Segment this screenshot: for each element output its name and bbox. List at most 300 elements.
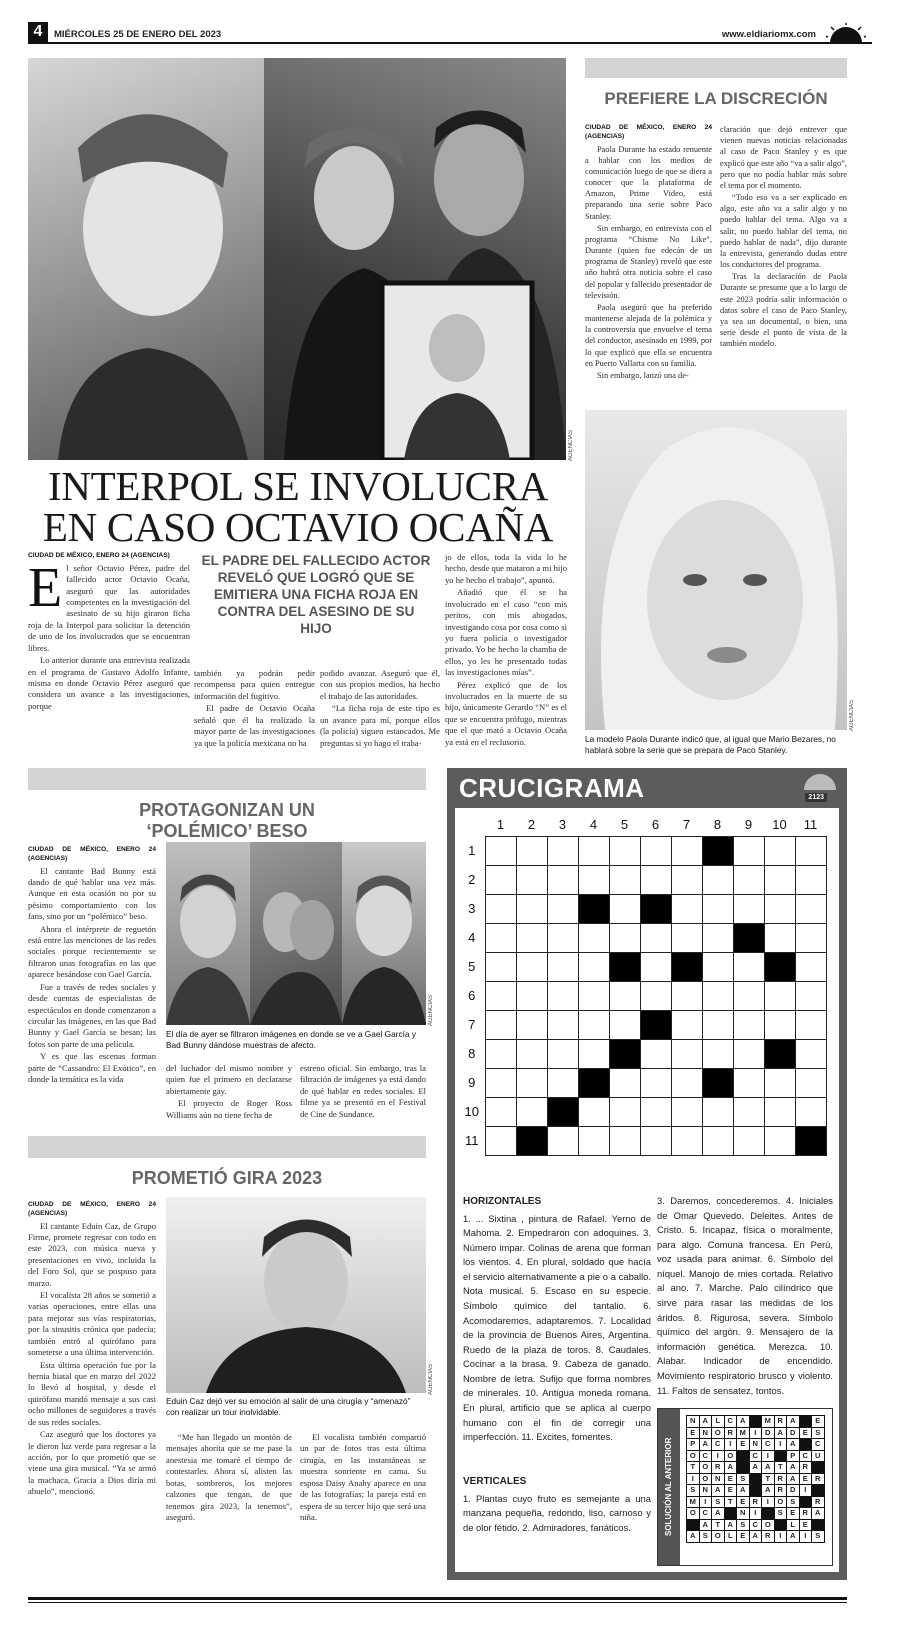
crossword-grid[interactable] bbox=[459, 814, 827, 1156]
grid-column-number: 11 bbox=[803, 817, 818, 833]
grid-black-cell bbox=[578, 1068, 609, 1097]
discrecion-col-left bbox=[585, 124, 712, 382]
solution-letter: S bbox=[687, 1485, 700, 1497]
horizontales-text: 1. ... Sixtina , pintura de Rafael. Yerno de Mahoma. 2. Empedraron con adoquines. 3. Número impar. Colinas de arena que forman los vientos. 4. En plural, soldado que hacía el servicio alternativamente a pie o a caballo. Nota musical. 5. Escaso en su especie. Símbolo químico del tantalio. 6. Acomodaremos, adaptaremos. 7. Localidad de la provincia de Buenos Aires, Argentina. Ruedo de la plaza de toros. 8. Caudales. Cocinar a la brasa. 9. Cabeza de ganado. Nombre de letra. Sufijo que forma nombres de minerales. 10. Antigua moneda romana. En plural, artificio que se aplica al cuerpo humano con el fin de corregir una imperfección. 11. Excites, fomentes. bbox=[463, 1212, 651, 1443]
grid-cell[interactable] bbox=[702, 952, 733, 981]
grid-cell[interactable] bbox=[516, 1097, 547, 1126]
grid-cell[interactable] bbox=[516, 1010, 547, 1039]
grid-cell[interactable] bbox=[795, 1039, 826, 1068]
solution-letter: A bbox=[749, 1462, 762, 1474]
gira-photo-credit: AGENCIAS bbox=[428, 1364, 434, 1396]
gael-garcia-photo bbox=[342, 842, 426, 1025]
grid-cell[interactable] bbox=[702, 1126, 733, 1155]
solution-letter: E bbox=[737, 1496, 750, 1508]
solution-black-cell bbox=[799, 1496, 812, 1508]
verticales-title: VERTICALES bbox=[463, 1476, 527, 1487]
solution-letter: C bbox=[699, 1508, 712, 1520]
grid-cell[interactable] bbox=[764, 1010, 795, 1039]
grid-cell[interactable] bbox=[764, 1126, 795, 1155]
grid-column-number: 6 bbox=[651, 817, 660, 833]
solution-letter: N bbox=[687, 1416, 700, 1428]
grid-cell[interactable] bbox=[640, 836, 671, 865]
gira-col1-p2: El vocalista 28 años se sometió a varias operaciones, entre ellas una para mejorar sus vías respiratorias, por la sinusitis crónica que padecía; también entró al quirófano para someterse a una última intervención. bbox=[28, 1290, 156, 1358]
solution-letter: T bbox=[724, 1496, 737, 1508]
gira-col1-p3: Esta última operación fue por la hernia hiatal que en marzo del 2022 lo llevó al hospital, y desde el quirófano mandó mensaje a sus casi ocho millones de seguidores a través de sus redes sociales. bbox=[28, 1359, 156, 1427]
grid-cell[interactable] bbox=[733, 1097, 764, 1126]
solution-letter: C bbox=[749, 1450, 762, 1462]
grid-cell[interactable] bbox=[671, 865, 702, 894]
solution-letter: T bbox=[687, 1462, 700, 1474]
grid-cell[interactable] bbox=[795, 894, 826, 923]
solution-letter: I bbox=[699, 1496, 712, 1508]
grid-cell[interactable] bbox=[485, 836, 516, 865]
solution-letter: I bbox=[799, 1531, 812, 1543]
main-article-col4 bbox=[445, 552, 567, 749]
grid-cell[interactable] bbox=[609, 894, 640, 923]
beso-caption: El día de ayer se filtraron imágenes en donde se ve a Gael García y Bad Bunny dándose muestras de afecto. bbox=[166, 1029, 416, 1050]
grid-cell[interactable] bbox=[609, 1010, 640, 1039]
grid-cell[interactable] bbox=[485, 1010, 516, 1039]
grid-cell[interactable] bbox=[671, 1010, 702, 1039]
solution-letter: O bbox=[712, 1427, 725, 1439]
solution-letter: R bbox=[774, 1485, 787, 1497]
grid-cell[interactable] bbox=[547, 836, 578, 865]
main-col4-p1: jo de ellos, toda la vida lo he hecho, desde que mataron a mi hijo yo he hecho el trabajo”, apuntó. bbox=[445, 552, 567, 585]
verticales-continued-text: 3. Daremos, concederemos. 4. Iniciales de Omar Quevedo. Deleites. Antes de Cristo. 5. Incapaz, física o moralmente, para algo. Comuna francesa. En Perú, voz usada para animar. 6. Símbolo del níquel. Manojo de mies cortada. Relativo al ano. 7. Marche. Palo cilíndrico que sirve para rasar las medidas de los áridos. 8. Rigurosa, severa. Símbolo químico del argón. 9. Mensajero de la información genética. Merezca. 10. Alabar. Indicador de encendido. Movimiento respiratorio brusco y violento. 11. Faltos de sensatez, tontos. bbox=[657, 1195, 833, 1396]
grid-cell[interactable] bbox=[578, 836, 609, 865]
gira-col1 bbox=[28, 1201, 156, 1499]
grid-cell[interactable] bbox=[547, 1126, 578, 1155]
grid-cell[interactable] bbox=[485, 1097, 516, 1126]
solution-black-cell bbox=[799, 1439, 812, 1451]
grid-column-number: 4 bbox=[589, 817, 598, 833]
solution-black-cell bbox=[749, 1485, 762, 1497]
solution-letter: A bbox=[787, 1439, 800, 1451]
grid-cell[interactable] bbox=[578, 1010, 609, 1039]
solution-black-cell bbox=[737, 1450, 750, 1462]
footer-rule bbox=[28, 1597, 847, 1600]
grid-cell[interactable] bbox=[795, 836, 826, 865]
grid-cell[interactable] bbox=[485, 1126, 516, 1155]
solution-black-cell bbox=[774, 1450, 787, 1462]
main-dateline: CIUDAD DE MÉXICO, ENERO 24 (AGENCIAS) bbox=[28, 552, 170, 559]
solution-letter: O bbox=[699, 1473, 712, 1485]
grid-black-cell bbox=[578, 894, 609, 923]
solution-letter: A bbox=[724, 1519, 737, 1531]
grid-row-number: 9 bbox=[468, 1075, 476, 1090]
grid-column-number: 2 bbox=[527, 817, 536, 833]
grid-cell[interactable] bbox=[764, 894, 795, 923]
grid-cell[interactable] bbox=[671, 1126, 702, 1155]
grid-black-cell bbox=[640, 894, 671, 923]
gira-dateline: CIUDAD DE MÉXICO, ENERO 24 (AGENCIAS) bbox=[28, 1201, 156, 1217]
grid-cell[interactable] bbox=[640, 1068, 671, 1097]
grid-cell[interactable] bbox=[516, 981, 547, 1010]
grid-cell[interactable] bbox=[733, 865, 764, 894]
main-headline bbox=[28, 463, 568, 550]
solution-letter: E bbox=[812, 1416, 825, 1428]
grid-cell[interactable] bbox=[702, 923, 733, 952]
solution-black-cell bbox=[737, 1462, 750, 1474]
grid-cell[interactable] bbox=[733, 1010, 764, 1039]
grid-cell[interactable] bbox=[795, 1010, 826, 1039]
grid-cell[interactable] bbox=[764, 1097, 795, 1126]
crucigrama-box bbox=[447, 768, 847, 1580]
verticales-continued bbox=[657, 1194, 833, 1398]
beso-header-bar bbox=[28, 768, 426, 790]
beso-col2-p1: del luchador del mismo nombre y quien fue el primero en declararse abiertamente gay. bbox=[166, 1063, 292, 1096]
footer-rule-thin bbox=[28, 1602, 847, 1603]
solution-letter: A bbox=[737, 1416, 750, 1428]
discrecion-headline: PREFIERE LA DISCRECIÓN bbox=[604, 89, 828, 108]
grid-cell[interactable] bbox=[578, 981, 609, 1010]
grid-cell[interactable] bbox=[640, 923, 671, 952]
grid-cell[interactable] bbox=[640, 952, 671, 981]
grid-cell[interactable] bbox=[671, 1068, 702, 1097]
grid-cell[interactable] bbox=[516, 836, 547, 865]
grid-cell[interactable] bbox=[702, 865, 733, 894]
grid-cell[interactable] bbox=[671, 1097, 702, 1126]
grid-cell[interactable] bbox=[733, 1126, 764, 1155]
grid-cell[interactable] bbox=[733, 981, 764, 1010]
grid-cell[interactable] bbox=[516, 952, 547, 981]
grid-cell[interactable] bbox=[578, 952, 609, 981]
solution-letter: R bbox=[774, 1473, 787, 1485]
main-col1-p1: l señor Octavio Pérez, padre del fallecido actor Octavio Ocaña, aseguró que las autoridades competentes en la investigación del asesinato de su hijo giraron ficha roja de la Interpol para solicitar la detención de uno de los involucrados que se encuentran libres. bbox=[28, 562, 190, 653]
grid-cell[interactable] bbox=[609, 981, 640, 1010]
solution-black-cell bbox=[812, 1462, 825, 1474]
solution-black-cell bbox=[812, 1519, 825, 1531]
grid-cell[interactable] bbox=[609, 1097, 640, 1126]
sun-logo-icon bbox=[826, 23, 866, 43]
solution-letter: D bbox=[787, 1427, 800, 1439]
discrecion-left-p1: Paola Durante ha estado renuente a hablar con los medios de comunicación luego de que se diera a conocer que la plataforma de Amazon, Prime Video, está preparando una serie sobre Paco Stanley. bbox=[585, 144, 712, 221]
grid-cell[interactable] bbox=[547, 1039, 578, 1068]
crucigrama-inner bbox=[455, 808, 839, 1572]
grid-cell[interactable] bbox=[547, 865, 578, 894]
solution-letter: C bbox=[712, 1439, 725, 1451]
paola-caption: La modelo Paola Durante indicó que, al igual que Mario Bezares, no hablará sobre la serie que se prepara de Paco Stanley. bbox=[585, 734, 836, 755]
grid-cell[interactable] bbox=[578, 1097, 609, 1126]
grid-cell[interactable] bbox=[671, 894, 702, 923]
grid-cell[interactable] bbox=[485, 1068, 516, 1097]
grid-cell[interactable] bbox=[485, 952, 516, 981]
solution-letter: I bbox=[762, 1450, 775, 1462]
grid-cell[interactable] bbox=[609, 923, 640, 952]
grid-cell[interactable] bbox=[733, 836, 764, 865]
discrecion-left-p4: Sin embargo, lanzó una de- bbox=[597, 370, 689, 380]
solution-letter: D bbox=[787, 1485, 800, 1497]
discrecion-header-bar bbox=[585, 58, 847, 78]
beso-col2 bbox=[166, 1063, 292, 1122]
grid-cell[interactable] bbox=[764, 865, 795, 894]
grid-cell[interactable] bbox=[795, 1068, 826, 1097]
grid-black-cell bbox=[702, 836, 733, 865]
solution-letter: E bbox=[787, 1508, 800, 1520]
grid-cell[interactable] bbox=[516, 894, 547, 923]
grid-cell[interactable] bbox=[516, 865, 547, 894]
grid-cell[interactable] bbox=[733, 1039, 764, 1068]
grid-cell[interactable] bbox=[485, 865, 516, 894]
grid-cell[interactable] bbox=[640, 1039, 671, 1068]
solution-letter: C bbox=[724, 1416, 737, 1428]
solution-letter: E bbox=[737, 1439, 750, 1451]
kiss-scene-photo bbox=[250, 842, 342, 1025]
solution-letter: M bbox=[687, 1496, 700, 1508]
grid-row-number: 4 bbox=[468, 930, 476, 945]
solution-letter: E bbox=[687, 1427, 700, 1439]
solution-letter: R bbox=[712, 1462, 725, 1474]
solution-letter: S bbox=[812, 1427, 825, 1439]
grid-cell[interactable] bbox=[795, 1097, 826, 1126]
grid-cell[interactable] bbox=[764, 1068, 795, 1097]
grid-cell[interactable] bbox=[795, 865, 826, 894]
solution-letter: A bbox=[787, 1473, 800, 1485]
grid-cell[interactable] bbox=[795, 981, 826, 1010]
solution-letter: N bbox=[712, 1473, 725, 1485]
grid-cell[interactable] bbox=[547, 1010, 578, 1039]
solution-letter: L bbox=[712, 1416, 725, 1428]
grid-cell[interactable] bbox=[485, 923, 516, 952]
solution-letter: I bbox=[687, 1473, 700, 1485]
main-col3-p1: podido avanzar. Aseguró que él, con sus propios medios, ha hecho el trabajo de las autoridades. bbox=[320, 668, 440, 701]
grid-cell[interactable] bbox=[547, 923, 578, 952]
solution-letter: S bbox=[787, 1496, 800, 1508]
grid-row-number: 7 bbox=[468, 1017, 476, 1032]
solution-letter: E bbox=[799, 1473, 812, 1485]
grid-black-cell bbox=[516, 1126, 547, 1155]
solution-label: SOLUCIÓN AL ANTERIOR bbox=[658, 1409, 680, 1565]
grid-black-cell bbox=[609, 1039, 640, 1068]
solution-letter: A bbox=[812, 1508, 825, 1520]
octavio-portrait-photo bbox=[28, 58, 264, 460]
solution-letter: A bbox=[774, 1427, 787, 1439]
solution-black-cell bbox=[812, 1485, 825, 1497]
grid-cell[interactable] bbox=[671, 1039, 702, 1068]
solution-letter: A bbox=[787, 1462, 800, 1474]
gira-col2 bbox=[166, 1432, 292, 1524]
solution-letter: C bbox=[799, 1450, 812, 1462]
solution-letter: A bbox=[787, 1531, 800, 1543]
grid-black-cell bbox=[609, 952, 640, 981]
main-col2-p1: también ya podrán pedir recompensa para quien entregue información del fugitivo. bbox=[194, 668, 315, 701]
solution-letter: E bbox=[737, 1531, 750, 1543]
grid-cell[interactable] bbox=[516, 1039, 547, 1068]
grid-row-number: 2 bbox=[468, 872, 476, 887]
gira-col1-p4: Caz aseguró que los doctores ya le dieron luz verde para regresar a la acción, por lo que prometió que se viene una gira musical. “Ya se armó la machaca, Gracia a Dios diría mi abuelo”, mencionó. bbox=[28, 1429, 156, 1497]
grid-cell[interactable] bbox=[764, 981, 795, 1010]
grid-cell[interactable] bbox=[671, 923, 702, 952]
solution-letter: E bbox=[799, 1427, 812, 1439]
grid-black-cell bbox=[733, 923, 764, 952]
solution-letter: R bbox=[799, 1462, 812, 1474]
grid-cell[interactable] bbox=[702, 1010, 733, 1039]
grid-cell[interactable] bbox=[578, 1039, 609, 1068]
main-col4-p2: Añadió que él se ha involucrado en el caso “con mis peritos, con mis abogados, investigando cosa por cosa como si yo fuera policía o investigador privado. Yo he hecho la chamba de ellos, yo les he presentado todas las investigaciones mías”. bbox=[445, 587, 567, 678]
grid-cell[interactable] bbox=[671, 981, 702, 1010]
beso-photo-credit: AGENCIAS bbox=[428, 995, 434, 1027]
solution-letter: S bbox=[812, 1531, 825, 1543]
solution-letter: I bbox=[749, 1508, 762, 1520]
main-photo-credit: AGENCIAS bbox=[568, 430, 574, 462]
crucigrama-number: 2123 bbox=[805, 793, 827, 802]
grid-cell[interactable] bbox=[485, 981, 516, 1010]
grid-cell[interactable] bbox=[547, 952, 578, 981]
solution-letter: S bbox=[699, 1531, 712, 1543]
grid-cell[interactable] bbox=[795, 952, 826, 981]
bad-bunny-photo bbox=[166, 842, 250, 1025]
grid-black-cell bbox=[795, 1126, 826, 1155]
beso-headline-line2: ‘POLÉMICO’ BESO bbox=[146, 821, 308, 841]
solution-letter: C bbox=[812, 1439, 825, 1451]
solution-letter: A bbox=[787, 1416, 800, 1428]
grid-cell[interactable] bbox=[671, 836, 702, 865]
grid-cell[interactable] bbox=[702, 894, 733, 923]
beso-col1-p3: Fue a través de redes sociales y desde cuentas de especialistas de espectáculos en donde comenzaron a circular las imágenes, en las que Bad Bunny y Gael García se besan; las fotos son parte de una película. bbox=[28, 981, 156, 1049]
solution-letter: M bbox=[762, 1416, 775, 1428]
solution-letter: N bbox=[737, 1508, 750, 1520]
grid-cell[interactable] bbox=[640, 1126, 671, 1155]
gira-col2-p1: “Me han llegado un montón de mensajes ahorita que se me pase la anestesia me tomaré el tiempo de contestarles. Ahora sí, alisten las botas, sombreros, los mejores calzones que tengan, de que tenemos gira 2023, la tenemos”, aseguró. bbox=[166, 1432, 292, 1522]
grid-cell[interactable] bbox=[640, 981, 671, 1010]
gira-headline: PROMETIÓ GIRA 2023 bbox=[131, 1168, 323, 1188]
grid-cell[interactable] bbox=[640, 865, 671, 894]
grid-cell[interactable] bbox=[640, 1097, 671, 1126]
grid-column-number: 5 bbox=[620, 817, 629, 833]
solution-letter: R bbox=[749, 1496, 762, 1508]
solution-letter: O bbox=[712, 1531, 725, 1543]
grid-cell[interactable] bbox=[578, 1126, 609, 1155]
grid-black-cell bbox=[764, 1039, 795, 1068]
grid-cell[interactable] bbox=[702, 1097, 733, 1126]
main-article-col1 bbox=[28, 552, 190, 713]
grid-black-cell bbox=[547, 1097, 578, 1126]
solution-letter: R bbox=[799, 1508, 812, 1520]
solution-letter: A bbox=[687, 1531, 700, 1543]
grid-cell[interactable] bbox=[547, 894, 578, 923]
solution-letter: E bbox=[799, 1519, 812, 1531]
solution-black-cell bbox=[774, 1519, 787, 1531]
solution-black-cell bbox=[724, 1508, 737, 1520]
beso-headline-line1: PROTAGONIZAN UN bbox=[139, 800, 315, 820]
eduin-caz-photo bbox=[166, 1197, 426, 1393]
discrecion-col-right bbox=[720, 124, 847, 350]
gira-header-bar bbox=[28, 1136, 426, 1158]
discrecion-right-p2: “Todo eso va a ser explicado en algo, este año va a salir algo y no puedo hablar del tema. Algo va a salir, no puedo hablar del tema, no puedo hablar de nada”, dijo durante la entrevista, generando dudas entre los conductores del programa. bbox=[720, 193, 847, 270]
solution-letter: I bbox=[724, 1439, 737, 1451]
discrecion-left-p2: Sin embargo, en entrevista con el programa “Chisme No Like”, Durante (quien fue edecán de un programa de Stanley) reveló que este año habrá otra noticia sobre el caso del popular y fallecido presentador de televisión. bbox=[585, 223, 712, 300]
beso-col1-p2: Ahora el intérprete de reguetón está entre las menciones de las redes sociales porque recientemente se filtraron unas fotografías en las que aparece besándose con Gael García. bbox=[28, 923, 156, 980]
grid-cell[interactable] bbox=[485, 894, 516, 923]
solution-letter: L bbox=[787, 1519, 800, 1531]
grid-cell[interactable] bbox=[733, 1068, 764, 1097]
grid-cell[interactable] bbox=[609, 836, 640, 865]
solution-letter: O bbox=[762, 1519, 775, 1531]
grid-black-cell bbox=[640, 1010, 671, 1039]
solution-letter: N bbox=[749, 1439, 762, 1451]
grid-cell[interactable] bbox=[609, 1068, 640, 1097]
grid-column-number: 1 bbox=[496, 817, 505, 833]
gira-col3 bbox=[300, 1432, 426, 1524]
solution-letter: A bbox=[762, 1485, 775, 1497]
grid-cell[interactable] bbox=[795, 923, 826, 952]
solution-letter: A bbox=[749, 1531, 762, 1543]
solution-letter: O bbox=[724, 1450, 737, 1462]
beso-col1-p4: Y es que las escenas forman parte de “Cassandro: El Exótico”, en donde la temática es la vida bbox=[28, 1051, 156, 1085]
main-article-col2 bbox=[194, 668, 315, 750]
solution-letter: S bbox=[774, 1508, 787, 1520]
grid-cell[interactable] bbox=[547, 981, 578, 1010]
main-headline-line1: INTERPOL SE INVOLUCRA bbox=[47, 463, 549, 509]
gira-caption: Eduin Caz dejó ver su emoción al salir de una cirugía y “amenazó” con realizar un tour inolvidable. bbox=[166, 1396, 411, 1417]
grid-cell[interactable] bbox=[609, 1126, 640, 1155]
grid-cell[interactable] bbox=[516, 1068, 547, 1097]
paola-photo-credit: AGENCIAS bbox=[849, 700, 855, 732]
beso-col3 bbox=[300, 1063, 426, 1121]
grid-cell[interactable] bbox=[609, 865, 640, 894]
solution-letter: C bbox=[749, 1519, 762, 1531]
grid-column-number: 3 bbox=[558, 817, 567, 833]
grid-cell[interactable] bbox=[547, 1068, 578, 1097]
solution-letter: I bbox=[774, 1439, 787, 1451]
solution-letter: O bbox=[774, 1496, 787, 1508]
solution-letter: A bbox=[699, 1416, 712, 1428]
beso-col2-p2: El proyecto de Roger Ross Williams aún no tiene fecha de bbox=[166, 1098, 292, 1120]
solution-letter: I bbox=[774, 1531, 787, 1543]
solution-letter: I bbox=[712, 1450, 725, 1462]
solution-letter: L bbox=[724, 1531, 737, 1543]
solution-letter: T bbox=[774, 1462, 787, 1474]
solution-black-cell bbox=[749, 1416, 762, 1428]
discrecion-right-p3: Tras la declaración de Paola Durante se presume que a lo largo de este 2023 podría salir información o datos sobre el caso de Paco Stanley, ya sea un documental, o bien, una serie desde el punto de vista de la también modelo. bbox=[720, 272, 847, 349]
grid-cell[interactable] bbox=[764, 836, 795, 865]
horizontales-clues bbox=[463, 1194, 651, 1445]
solution-letter: C bbox=[699, 1450, 712, 1462]
solution-letter: T bbox=[762, 1473, 775, 1485]
grid-cell[interactable] bbox=[485, 1039, 516, 1068]
solution-letter: I bbox=[762, 1496, 775, 1508]
grid-cell[interactable] bbox=[516, 923, 547, 952]
grid-cell[interactable] bbox=[764, 923, 795, 952]
solution-letter: C bbox=[762, 1439, 775, 1451]
grid-cell[interactable] bbox=[702, 1039, 733, 1068]
solution-letter: A bbox=[699, 1439, 712, 1451]
gira-col1-p1: El cantante Eduin Caz, de Grupo Firme, promete regresar con todo en este 2023, con música nueva y presentaciones en vivo, incluida la del Foro Sol, que se pospuso para marzo. bbox=[28, 1220, 156, 1288]
grid-row-number: 8 bbox=[468, 1046, 476, 1061]
page-number: 4 bbox=[28, 22, 48, 42]
grid-cell[interactable] bbox=[702, 981, 733, 1010]
website[interactable]: www.eldiariomx.com bbox=[721, 29, 816, 40]
grid-cell[interactable] bbox=[733, 952, 764, 981]
solution-letter: S bbox=[737, 1519, 750, 1531]
solution-letter: I bbox=[749, 1427, 762, 1439]
grid-cell[interactable] bbox=[578, 865, 609, 894]
grid-cell[interactable] bbox=[578, 923, 609, 952]
grid-black-cell bbox=[702, 1068, 733, 1097]
solution-letter: R bbox=[724, 1427, 737, 1439]
grid-cell[interactable] bbox=[733, 894, 764, 923]
solution-letter: A bbox=[712, 1508, 725, 1520]
solution-letter: E bbox=[724, 1473, 737, 1485]
solution-letter: A bbox=[712, 1485, 725, 1497]
grid-column-number: 8 bbox=[713, 817, 722, 833]
beso-dateline: CIUDAD DE MÉXICO, ENERO 24 (AGENCIAS) bbox=[28, 846, 156, 862]
solution-box bbox=[657, 1408, 833, 1566]
solution-black-cell bbox=[687, 1519, 700, 1531]
beso-col1-p1: El cantante Bad Bunny está dando de qué hablar una vez más. Aunque en esta ocasión no por su pésimo comportamiento con los fans, sino por un “polémico” beso. bbox=[28, 865, 156, 922]
solution-letter: P bbox=[787, 1450, 800, 1462]
solution-black-cell bbox=[749, 1473, 762, 1485]
